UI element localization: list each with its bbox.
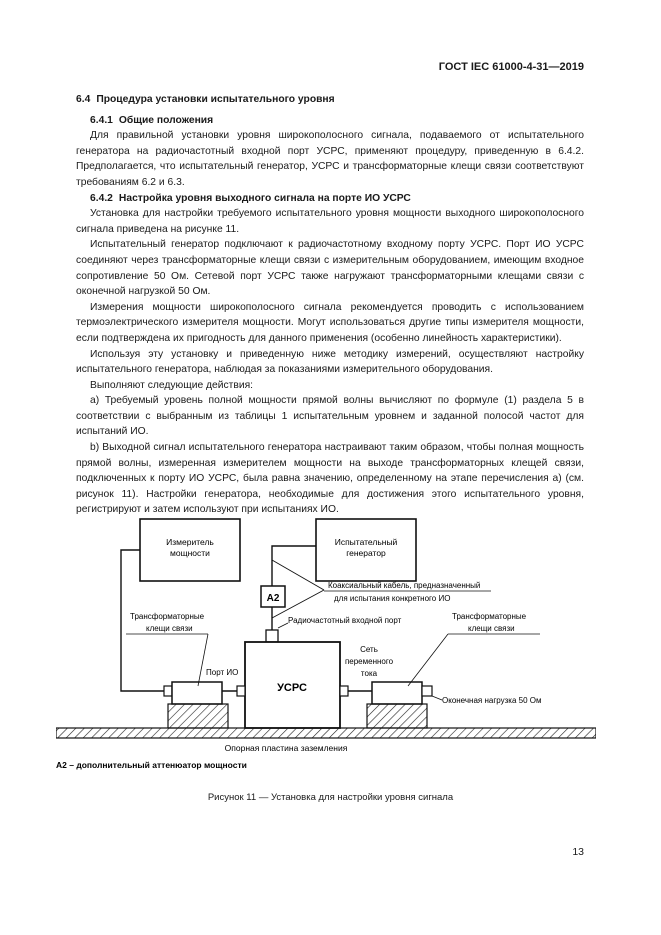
page-number: 13 — [572, 846, 584, 858]
ac-mains-label-3: тока — [360, 669, 378, 678]
right-clamp-label-1: Трансформаторные — [452, 612, 527, 621]
section-6-4-2-heading — [76, 191, 584, 207]
right-clamp-label-2: клещи связи — [468, 624, 515, 633]
generator-cable — [272, 546, 316, 586]
ground-plane-label: Опорная пластина заземления — [224, 743, 348, 753]
meter-connector — [164, 686, 172, 696]
termination-load — [422, 686, 432, 696]
section-6-4-1-heading — [76, 113, 584, 129]
section-title: Общие положения — [118, 114, 214, 126]
section-number: 6.4.2 — [90, 192, 113, 204]
section-6-4-heading — [76, 92, 584, 108]
termination-leader — [432, 696, 442, 700]
list-item-a: a) Требуемый уровень полной мощности прямой волны вычисляют по формуле (1) раздела 5 в соответствии с выбранным из таблицы 1 испытательным уровнем и заданной полосой частот для испытаний ИО. — [76, 395, 584, 438]
attenuator-label: A2 — [266, 593, 280, 604]
rf-input-connector — [266, 630, 278, 642]
generator-label-2: генератор — [346, 548, 386, 558]
power-meter-label-2: мощности — [170, 548, 210, 558]
eut-port-label: Порт ИО — [206, 668, 239, 677]
coax-label-2: для испытания конкретного ИО — [334, 594, 451, 603]
right-clamp-leader — [408, 634, 448, 686]
right-clamp-base — [367, 704, 427, 728]
generator-label-1: Испытательный — [334, 537, 398, 547]
document-id: ГОСТ IEC 61000-4-31—2019 — [438, 61, 584, 73]
eut-port-connector — [237, 686, 245, 696]
left-clamp-leader — [198, 634, 208, 686]
rf-port-label: Радиочастотный входной порт — [288, 616, 402, 625]
section-title: Процедура установки испытательного уровня — [96, 94, 335, 105]
paragraph: Используя эту установку и приведенную ниже методику измерений, осуществляют настройку испытательного генератора, наблюдая за показаниями измерительного оборудования. — [76, 348, 584, 376]
left-clamp-label-1: Трансформаторные — [130, 612, 205, 621]
section-number: 6.4 — [76, 94, 91, 105]
cdn-label: УСРС — [277, 682, 307, 694]
left-clamp-label-2: клещи связи — [146, 624, 193, 633]
section-title: Настройка уровня выходного сигнала на порте ИО УСРС — [118, 192, 411, 204]
list-item-b: b) Выходной сигнал испытательного генератора настраивают таким образом, чтобы полная мощность прямой волны, измеренная измерителем мощности на выходе трансформаторных клещей связи, подключенных к порту ИО УСРС, была равна значению, определенному на этапе перечисления a) (см. рисунок 11). Настройки генератора, необходимые для достижения этого испытательного уровня, регистрируют и затем используют при испытаниях ИО. — [76, 442, 584, 516]
paragraph: Испытательный генератор подключают к радиочастотному входному порту УСРС. Порт ИО УСРС соединяют через трансформаторные клещи связи с измерительным оборудованием, имеющим входное сопротивление 50 Ом. Сетевой порт УСРС также нагружают трансформаторными клещами связи с оконечной нагрузкой 50 Ом. — [76, 239, 584, 298]
paragraph: Выполняют следующие действия: — [90, 379, 254, 391]
setup-diagram — [56, 510, 596, 780]
ground-plane — [56, 728, 596, 738]
paragraph: Измерения мощности широкополосного сигнала рекомендуется проводить с использованием термоэлектрического измерителя мощности. Могут использоваться другие типы измерителя мощности, если подтверждена их пригодность для данного применения (особенно линейность характеристики). — [76, 301, 584, 344]
figure-caption: Рисунок 11 — Установка для настройки уровня сигнала — [207, 792, 454, 803]
power-meter-label-1: Измеритель — [166, 537, 214, 547]
coax-label-1: Коаксиальный кабель, предназначенный — [328, 581, 481, 590]
left-clamp-body — [172, 682, 222, 704]
rf-port-leader — [278, 623, 288, 628]
termination-label: Оконечная нагрузка 50 Ом — [442, 696, 542, 705]
ac-mains-label-1: Сеть — [360, 645, 378, 654]
section-number: 6.4.1 — [90, 114, 113, 126]
ac-mains-label-2: переменного — [344, 657, 394, 666]
figure-11-diagram — [56, 510, 596, 780]
paragraph: Установка для настройки требуемого испытательного уровня мощности выходного широкополосного сигнала приведена на рисунке 11. — [76, 208, 584, 235]
left-clamp-base — [168, 704, 228, 728]
right-clamp-body — [372, 682, 422, 704]
main-content — [76, 92, 584, 518]
paragraph: Для правильной установки уровня широкополосного сигнала, подаваемого от испытательного генератора на радиочастотный входной порт УСРС, применяют процедуру, приведенную в 6.4.2. Предполагается, что испытательный генератор, УСРС и трансформаторные клещи связи соответствуют требованиям 6.2 и 6.3. — [76, 130, 584, 188]
figure-legend: A2 – дополнительный аттенюатор мощности — [56, 760, 247, 770]
mains-port-connector — [340, 686, 348, 696]
